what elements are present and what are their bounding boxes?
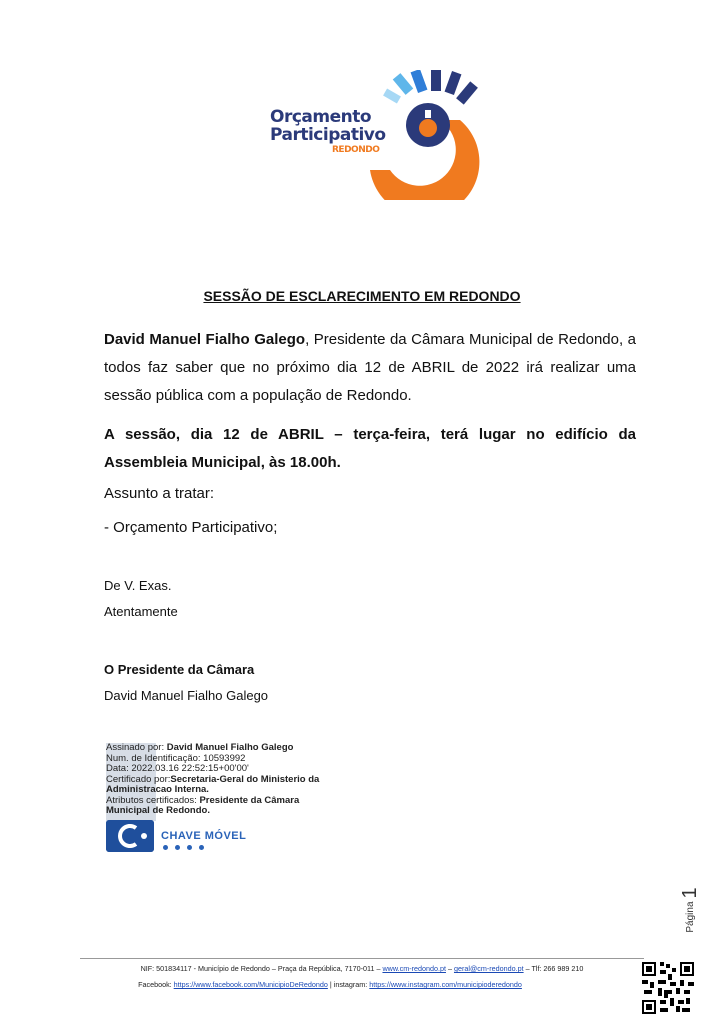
page-label: Página bbox=[684, 901, 696, 933]
cert-value-2: Administracao Interna. bbox=[106, 784, 209, 795]
website-link[interactable]: www.cm-redondo.pt bbox=[382, 964, 446, 973]
attr-label: Atributos certificados: bbox=[106, 794, 197, 806]
session-details: A sessão, dia 12 de ABRIL – terça-feira, terá lugar no edifício da Assembleia Municipal, às 18.00h. bbox=[104, 426, 636, 471]
page-number-value: 1 bbox=[678, 887, 701, 899]
signer-role: O Presidente da Câmara bbox=[104, 662, 255, 677]
footer-separator: – bbox=[447, 964, 452, 973]
attr-value-2: Municipal de Redondo. bbox=[106, 805, 210, 816]
instagram-label: | instagram: bbox=[329, 980, 368, 989]
date-value: 2022.03.16 22:52:15+00'00' bbox=[131, 763, 249, 774]
announcement-text: , Presidente da Câmara Municipal de Redondo, a todos faz saber que no próximo dia 12 de ABRIL de 2022 irá realizar uma sessão pública com a população de Redondo. bbox=[104, 331, 636, 404]
instagram-link[interactable]: https://www.instagram.com/municipioderedondo bbox=[369, 980, 522, 989]
chave-movel-logo-icon bbox=[106, 820, 154, 852]
badge-dot bbox=[175, 845, 180, 850]
logo-rays bbox=[383, 70, 478, 105]
logo-word-2: Participativo bbox=[270, 125, 386, 145]
date-label: Data: bbox=[106, 763, 129, 774]
badge-dot bbox=[163, 845, 168, 850]
document-title: SESSÃO DE ESCLARECIMENTO EM REDONDO bbox=[203, 288, 521, 304]
president-name: David Manuel Fialho Galego bbox=[104, 331, 306, 348]
orcamento-participativo-logo bbox=[270, 70, 480, 200]
attr-value-1: Presidente da Câmara bbox=[199, 794, 300, 806]
footer-phone: – Tlf: 266 989 210 bbox=[525, 964, 584, 973]
signer-name: David Manuel Fialho Galego bbox=[104, 688, 269, 703]
closing-greeting: De V. Exas. bbox=[104, 578, 172, 593]
qr-code-icon bbox=[642, 962, 694, 1014]
footer-address: NIF: 501834117 - Município de Redondo – Praça da República, 7170-011 – bbox=[140, 964, 381, 973]
cert-label: Certificado por: bbox=[106, 773, 171, 785]
facebook-label: Facebook: bbox=[138, 980, 172, 989]
announcement-paragraph bbox=[104, 326, 636, 410]
email-link[interactable]: geral@cm-redondo.pt bbox=[453, 964, 524, 973]
closing-regards: Atentamente bbox=[104, 604, 178, 619]
footer-divider bbox=[80, 958, 644, 959]
footer-line-2 bbox=[0, 980, 660, 989]
subject-label: Assunto a tratar: bbox=[104, 485, 215, 502]
id-value: 10593992 bbox=[203, 752, 246, 764]
logo-word-3: REDONDO bbox=[332, 145, 380, 155]
page-number bbox=[660, 887, 720, 933]
cert-value-1: Secretaria-Geral do Ministerio da bbox=[170, 773, 320, 785]
badge-dot bbox=[187, 845, 192, 850]
signed-by-value: David Manuel Fialho Galego bbox=[166, 742, 294, 753]
signed-by-label: Assinado por: bbox=[106, 742, 165, 753]
id-label: Num. de Identificação: bbox=[106, 752, 201, 764]
chave-movel-label: CHAVE MÓVEL bbox=[161, 830, 247, 842]
subject-item: - Orçamento Participativo; bbox=[104, 519, 278, 536]
facebook-link[interactable]: https://www.facebook.com/MunicipioDeRedondo bbox=[173, 980, 328, 989]
footer-line-1 bbox=[0, 964, 724, 973]
logo-word-1: Orçamento bbox=[270, 107, 372, 127]
badge-dot bbox=[199, 845, 204, 850]
